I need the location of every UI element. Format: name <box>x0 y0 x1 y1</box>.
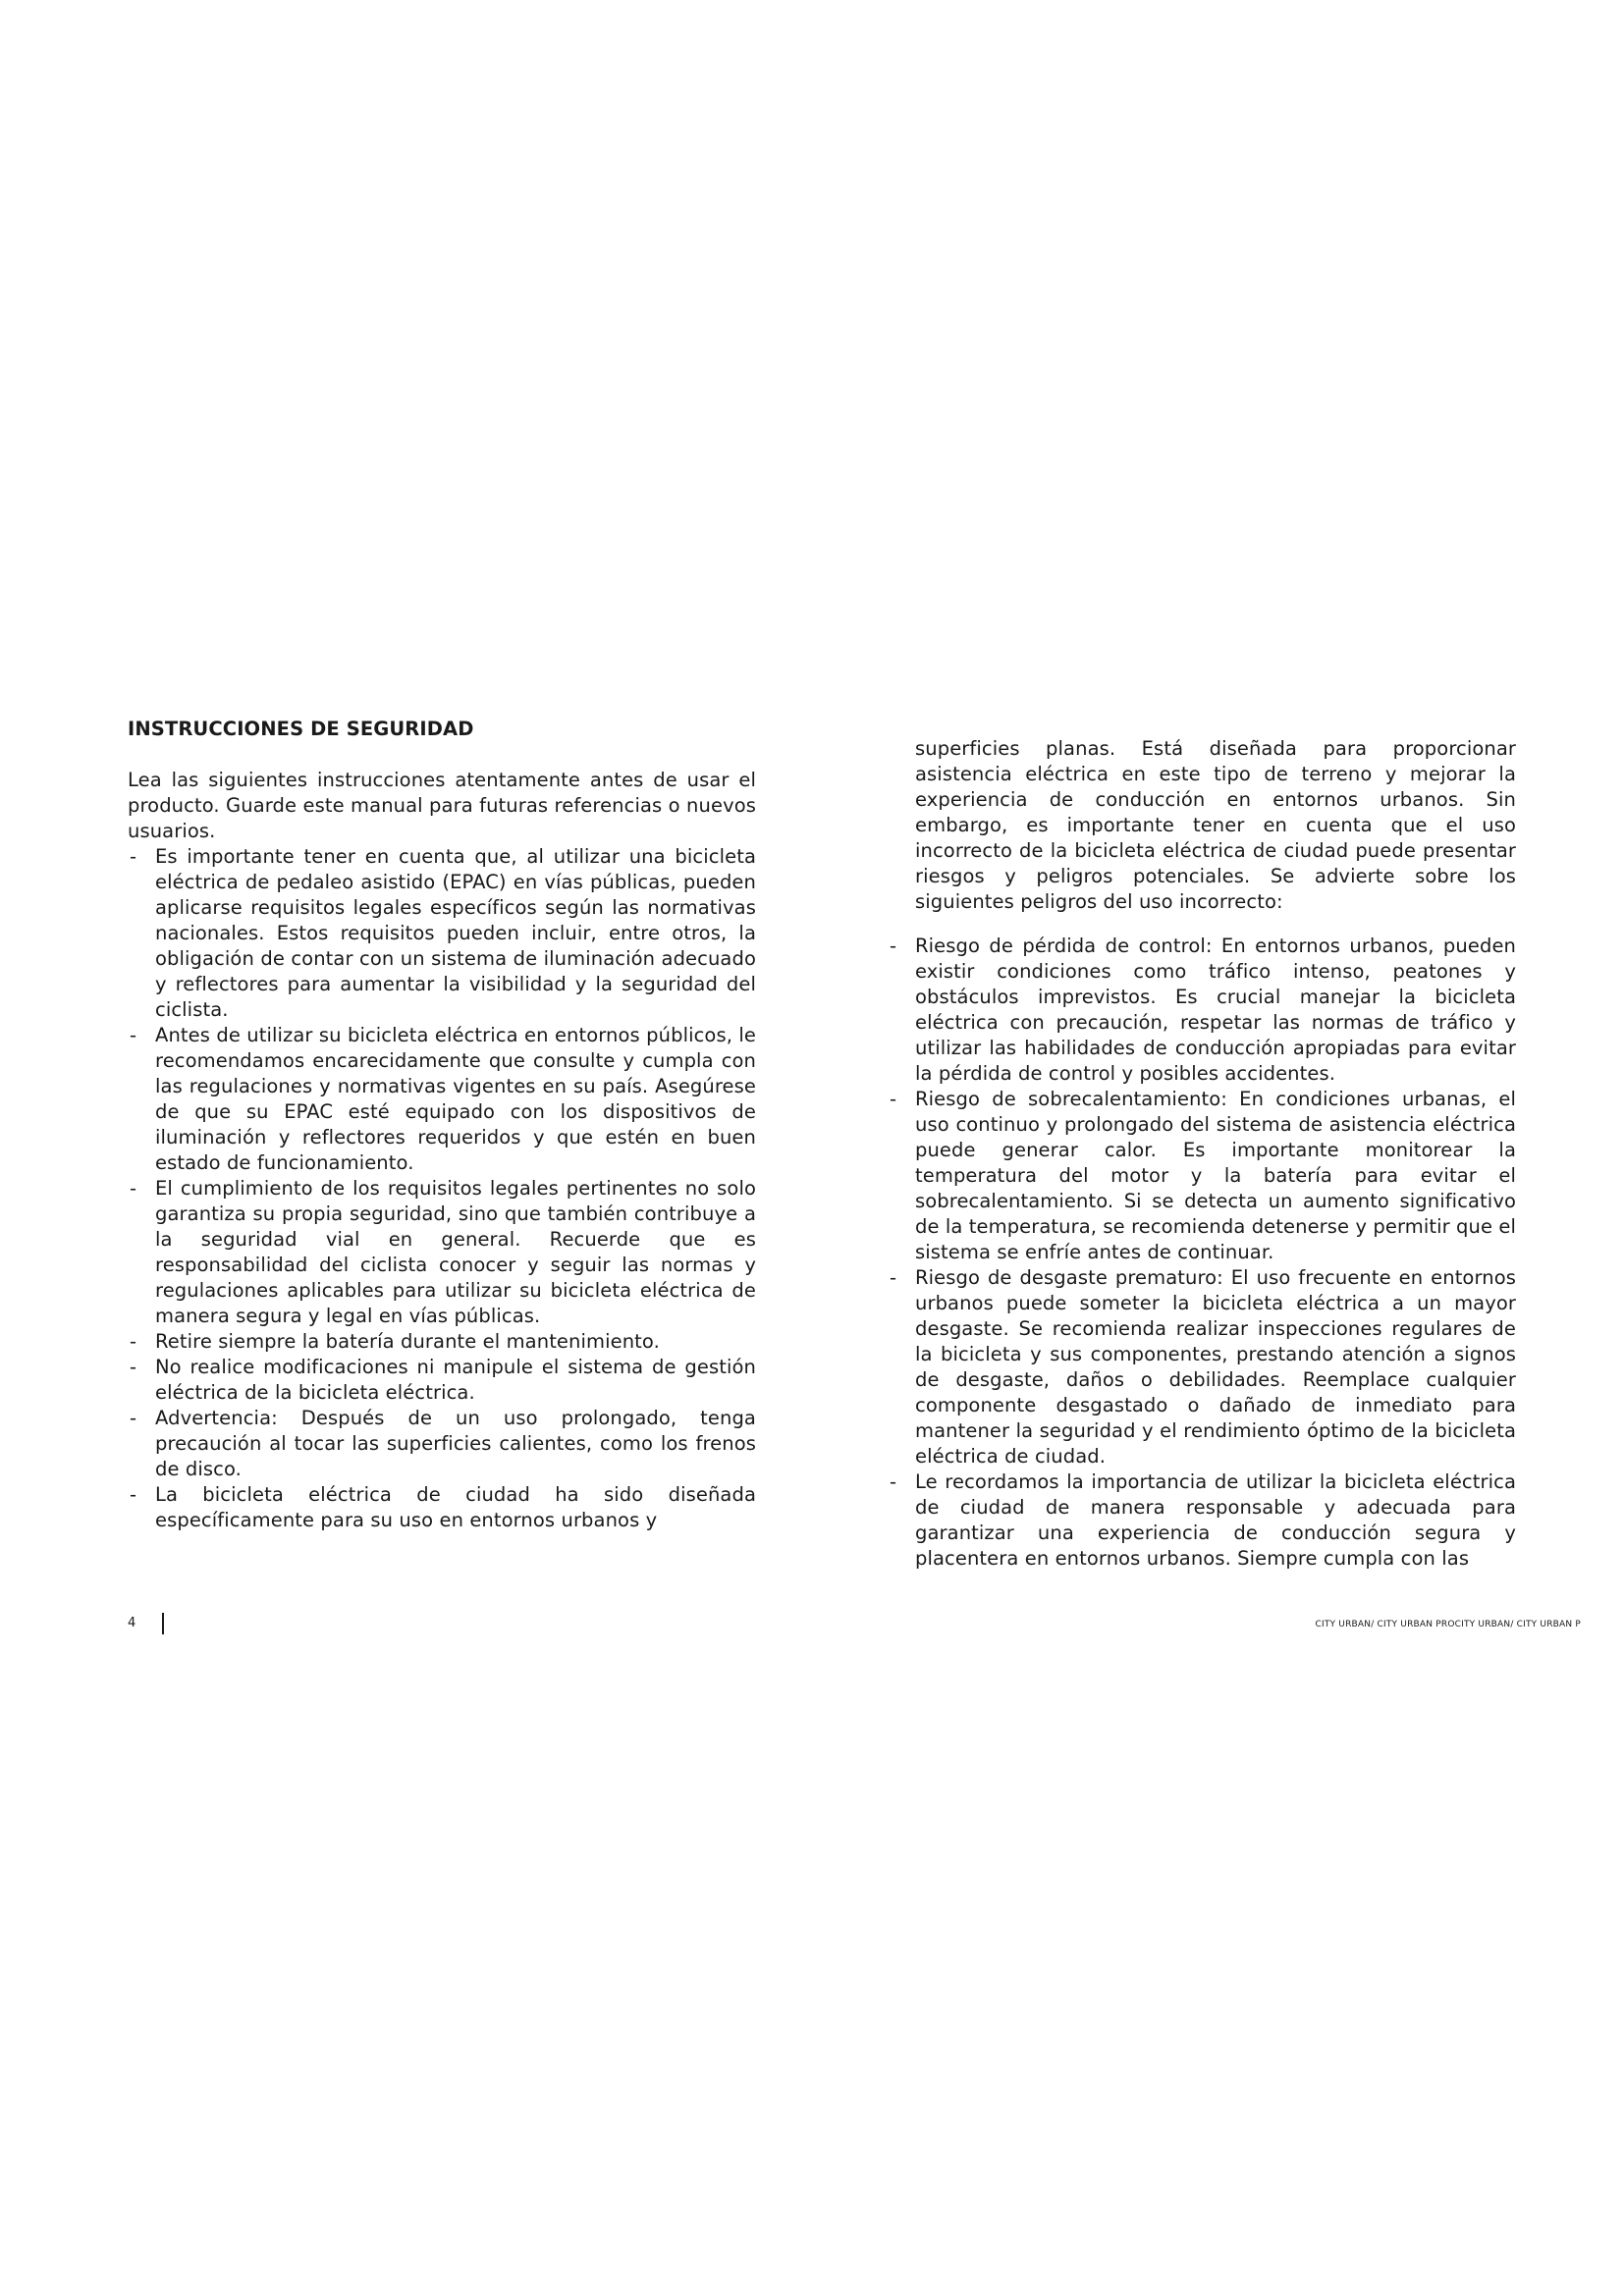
list-item: - Advertencia: Después de un uso prolongado, tenga precaución al tocar las superficies calientes, como los frenos de disco. <box>128 1406 756 1482</box>
left-column <box>128 717 756 1533</box>
list-item: - El cumplimiento de los requisitos legales pertinentes no solo garantiza su propia seguridad, sino que también contribuye a la seguridad vial en general. Recuerde que es responsabilidad del ciclista conocer y seguir las normas y regulaciones aplicables para utilizar su bicicleta eléctrica de manera segura y legal en vías públicas. <box>128 1176 756 1329</box>
footer-divider <box>162 1613 164 1634</box>
list-item: - Riesgo de sobrecalentamiento: En condiciones urbanas, el uso continuo y prolongado del sistema de asistencia eléctrica puede generar calor. Es importante monitorear la temperatura del motor y la batería para evitar el sobrecalentamiento. Si se detecta un aumento significativo de la temperatura, se recomienda detenerse y permitir que el sistema se enfríe antes de continuar. <box>888 1087 1516 1265</box>
section-heading: INSTRUCCIONES DE SEGURIDAD <box>128 718 474 740</box>
right-column <box>888 717 1516 1572</box>
list-item: - Es importante tener en cuenta que, al utilizar una bicicleta eléctrica de pedaleo asistido (EPAC) en vías públicas, pueden aplicarse requisitos legales específicos según las normativas nacionales. Estos requisitos pueden incluir, entre otros, la obligación de contar con un sistema de iluminación adecuado y reflectores para aumentar la visibilidad y la seguridad del ciclista. <box>128 844 756 1023</box>
list-item: - Le recordamos la importancia de utilizar la bicicleta eléctrica de ciudad de manera responsable y adecuada para garantizar una experiencia de conducción segura y placentera en entornos urbanos. Siempre cumpla con las <box>888 1469 1516 1572</box>
list-item: - Riesgo de pérdida de control: En entornos urbanos, pueden existir condiciones como tráfico intenso, peatones y obstáculos imprevistos. Es crucial manejar la bicicleta eléctrica con precaución, respetar las normas de tráfico y utilizar las habilidades de conducción apropiadas para evitar la pérdida de control y posibles accidentes. <box>888 934 1516 1087</box>
continuation-paragraph: superficies planas. Está diseñada para proporcionar asistencia eléctrica en este tipo de terreno y mejorar la experiencia de conducción en entornos urbanos. Sin embargo, es importante tener en cuenta que el uso incorrecto de la bicicleta eléctrica de ciudad puede presentar riesgos y peligros potenciales. Se advierte sobre los siguientes peligros del uso incorrecto: <box>915 736 1516 913</box>
running-title: CITY URBAN/ CITY URBAN PROCITY URBAN/ CITY URBAN P <box>1315 1620 1581 1629</box>
left-bullet-list <box>128 844 756 1533</box>
page-number: 4 <box>128 1616 136 1630</box>
list-item: - No realice modificaciones ni manipule el sistema de gestión eléctrica de la bicicleta eléctrica. <box>128 1355 756 1406</box>
list-item: - Riesgo de desgaste prematuro: El uso frecuente en entornos urbanos puede someter la bicicleta eléctrica a un mayor desgaste. Se recomienda realizar inspecciones regulares de la bicicleta y sus componentes, prestando atención a signos de desgaste, daños o debilidades. Reemplace cualquier componente desgastado o dañado de inmediato para mantener la seguridad y el rendimiento óptimo de la bicicleta eléctrica de ciudad. <box>888 1265 1516 1469</box>
intro-paragraph: Lea las siguientes instrucciones atentamente antes de usar el producto. Guarde este manual para futuras referencias o nuevos usuarios. <box>128 769 756 842</box>
list-item: - La bicicleta eléctrica de ciudad ha sido diseñada específicamente para su uso en entornos urbanos y <box>128 1482 756 1533</box>
list-item: - Antes de utilizar su bicicleta eléctrica en entornos públicos, le recomendamos encarecidamente que consulte y cumpla con las regulaciones y normativas vigentes en su país. Asegúrese de que su EPAC esté equipado con los dispositivos de iluminación y reflectores requeridos y que estén en buen estado de funcionamiento. <box>128 1023 756 1176</box>
list-item: - Retire siempre la batería durante el mantenimiento. <box>128 1329 756 1355</box>
right-bullet-list <box>888 934 1516 1572</box>
